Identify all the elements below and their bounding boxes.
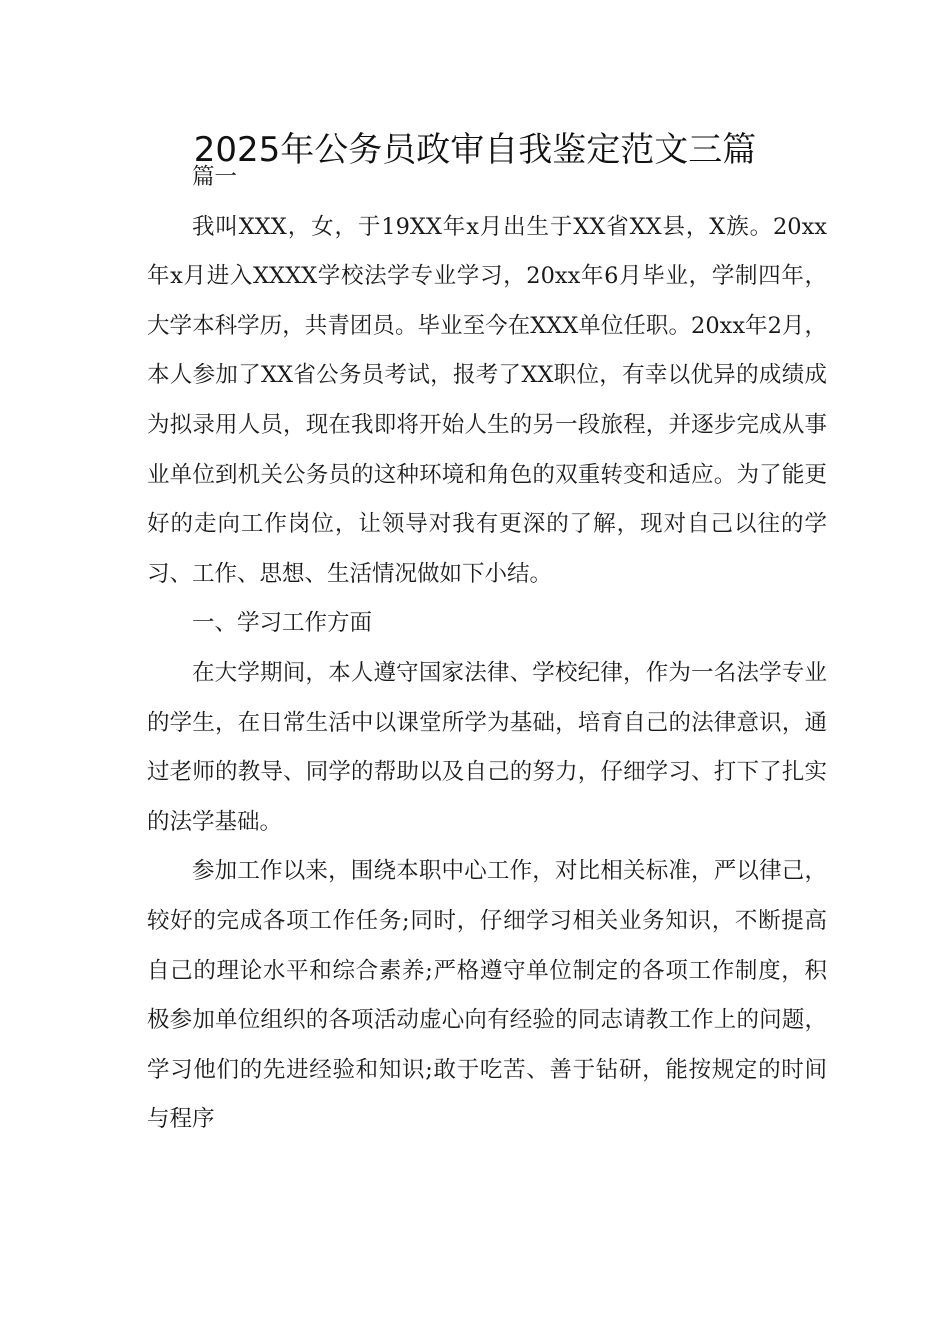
paragraph-university-study: 在大学期间，本人遵守国家法律、学校纪律，作为一名法学专业的学生，在日常生活中以课堂所学为基础，培育自己的法律意识，通过老师的教导、同学的帮助以及自己的努力，仔细学习、打下了扎实的法学基础。 (147, 659, 827, 835)
section-heading-part-one: 篇一 (192, 164, 238, 190)
section-heading-study-work: 一、学习工作方面 (192, 610, 373, 637)
document-title: 2025年公务员政审自我鉴定范文三篇 (193, 130, 757, 170)
document-body (147, 153, 827, 1145)
paragraph-self-introduction: 我叫XXX，女，于19XX年x月出生于XX省XX县，X族。20xx年x月进入XXXX学校法学专业学习，20xx年6月毕业，学制四年，大学本科学历，共青团员。毕业至今在XXX单位任职。20xx年2月，本人参加了XX省公务员考试，报考了XX职位，有幸以优异的成绩成为拟录用人员，现在我即将开始人生的另一段旅程，并逐步完成从事业单位到机关公务员的这种环境和角色的双重转变和适应。为了能更好的走向工作岗位，让领导对我有更深的了解，现对自己以往的学习、工作、思想、生活情况做如下小结。 (147, 213, 827, 587)
paragraph-work-experience: 参加工作以来，围绕本职中心工作，对比相关标准，严以律己，较好的完成各项工作任务;同时，仔细学习相关业务知识，不断提高自己的理论水平和综合素养;严格遵守单位制定的各项工作制度，积极参加单位组织的各项活动虚心向有经验的同志请教工作上的问题，学习他们的先进经验和知识;敢于吃苦、善于钻研，能按规定的时间与程序 (147, 858, 827, 1133)
